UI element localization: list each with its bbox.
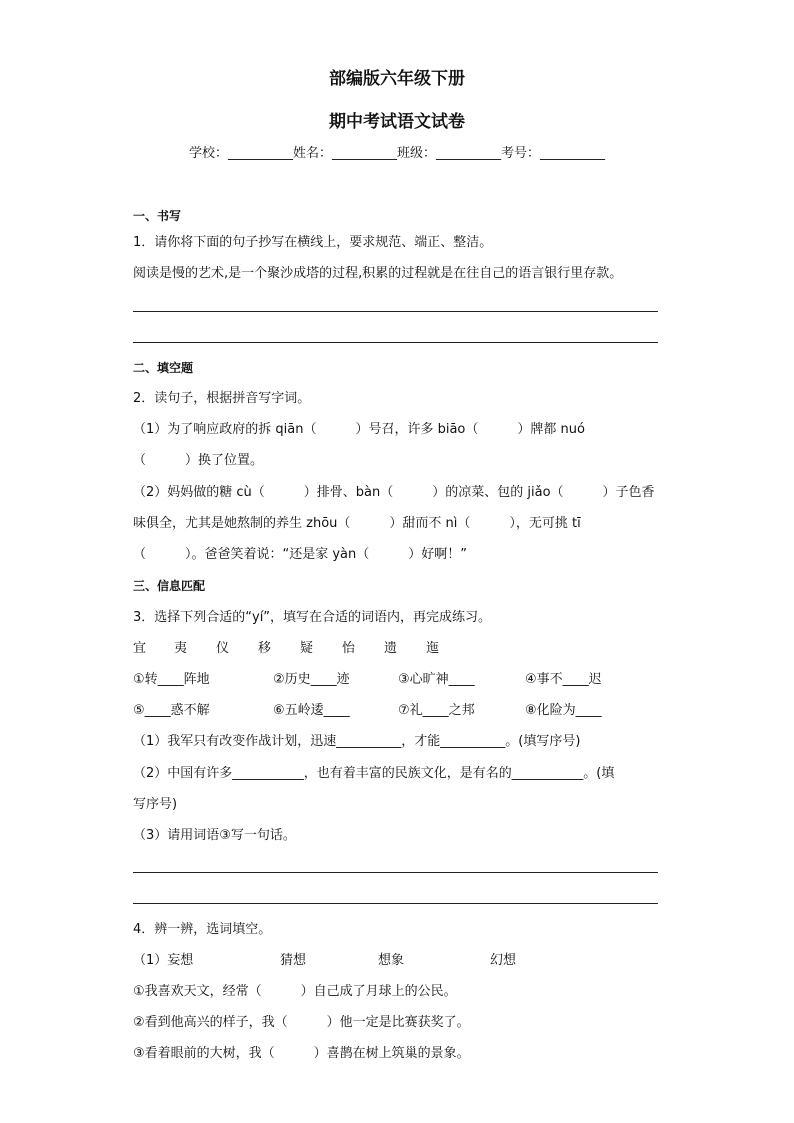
question-1: 1．请你将下面的句子抄写在横线上，要求规范、端正、整洁。 xyxy=(133,235,493,250)
answer-line xyxy=(133,311,658,312)
q2-line-2: （ ）换了位置。 xyxy=(133,453,264,468)
q2-line-1: （1）为了响应政府的拆 qiān（ ）号召，许多 biāo（ ）牌都 nuó xyxy=(133,422,585,437)
q3-sub-2: （2）中国有许多___________，也有着丰富的民族文化，是有名的___________。(填 xyxy=(133,766,615,781)
q3-sub-3: （3）请用词语③写一句话。 xyxy=(133,828,296,843)
q4-item-2: ②看到他高兴的样子，我（ ）他一定是比赛获奖了。 xyxy=(133,1015,470,1030)
section-heading-matching: 三、信息匹配 xyxy=(133,579,206,593)
yi-char: 仪 xyxy=(216,641,230,656)
word-choice: （1）妄想 xyxy=(133,953,194,968)
question-4: 4．辨一辨，选词填空。 xyxy=(133,922,272,937)
question-3: 3．选择下列合适的“yí”，填写在合适的词语内，再完成练习。 xyxy=(133,610,492,625)
q4-item-1: ①我喜欢天文，经常（ ）自己成了月球上的公民。 xyxy=(133,984,457,999)
yi-char: 宜 xyxy=(133,641,147,656)
q2-line-3: （2）妈妈做的糖 cù（ ）排骨、bàn（ ）的凉菜、包的 jiǎo（ ）子色香 xyxy=(133,485,655,500)
word-item: ③心旷神____ xyxy=(398,672,475,687)
answer-line xyxy=(133,872,658,873)
section-heading-fill: 二、填空题 xyxy=(133,361,194,375)
q3-sub-1: （1）我军只有改变作战计划，迅速__________，才能__________。(填写序号) xyxy=(133,734,581,749)
word-item: ⑦礼____之邦 xyxy=(398,703,475,718)
q2-line-4: 味俱全，尤其是她熬制的养生 zhōu（ ）甜而不 nì（ ），无可挑 tī xyxy=(133,516,581,531)
answer-line xyxy=(133,903,658,904)
yi-char: 移 xyxy=(258,641,272,656)
q2-line-5: （ ）。爸爸笑着说：“还是家 yàn（ ）好啊！” xyxy=(133,547,468,562)
answer-line xyxy=(133,342,658,343)
student-info-line: 学校：__________姓名：__________班级：__________考号：__________ xyxy=(188,146,605,161)
copy-sentence: 阅读是慢的艺术,是一个聚沙成塔的过程,积累的过程就是在往自己的语言银行里存款。 xyxy=(133,266,623,281)
q4-item-3: ③看着眼前的大树，我（ ）喜鹊在树上筑巢的景象。 xyxy=(133,1046,470,1061)
question-2: 2．读句子，根据拼音写字词。 xyxy=(133,391,311,406)
word-choice: 猜想 xyxy=(280,953,307,968)
word-item: ⑧化险为____ xyxy=(525,703,602,718)
page-subtitle: 期中考试语文试卷 xyxy=(329,112,465,132)
page-title: 部编版六年级下册 xyxy=(329,69,465,89)
word-item: ②历史____迹 xyxy=(273,672,350,687)
q3-sub-2-cont: 写序号) xyxy=(133,797,178,812)
word-item: ④事不____迟 xyxy=(525,672,602,687)
yi-char: 疑 xyxy=(300,641,314,656)
word-item: ⑤____惑不解 xyxy=(133,703,210,718)
yi-char: 夷 xyxy=(174,641,188,656)
yi-char: 遗 xyxy=(384,641,398,656)
word-choice: 想象 xyxy=(378,953,405,968)
yi-char: 怡 xyxy=(342,641,356,656)
word-choice: 幻想 xyxy=(490,953,517,968)
word-item: ①转____阵地 xyxy=(133,672,210,687)
word-item: ⑥五岭逶____ xyxy=(273,703,350,718)
yi-char: 迤 xyxy=(426,641,440,656)
section-heading-writing: 一、书写 xyxy=(133,209,182,223)
